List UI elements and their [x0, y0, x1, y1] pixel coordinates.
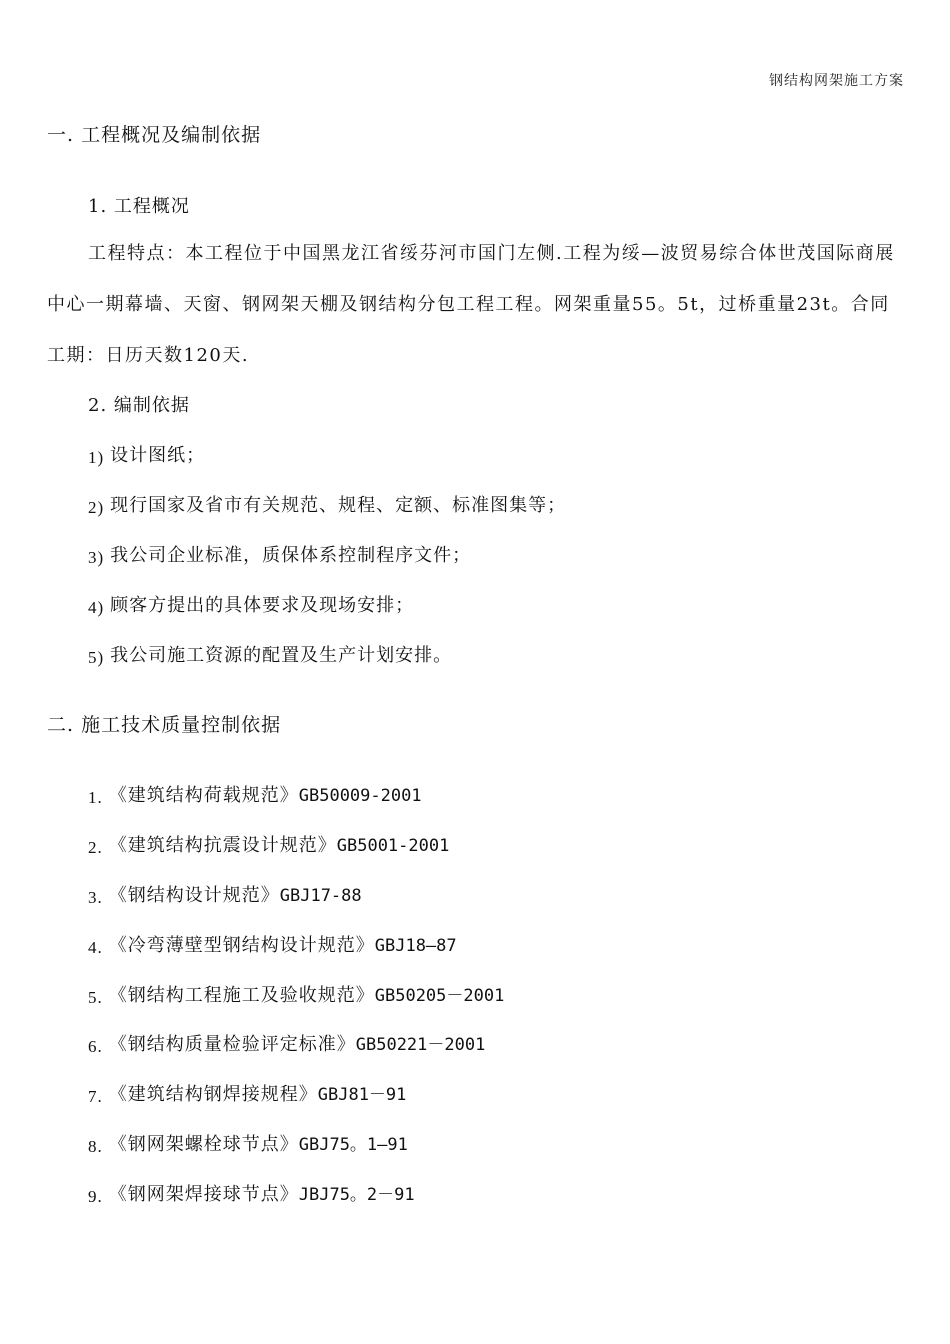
list-item-number: 1.	[88, 788, 103, 807]
list-item-number: 4.	[88, 938, 103, 957]
list-item-text: 顾客方提出的具体要求及现场安排；	[110, 595, 415, 616]
basis-list-item	[88, 541, 471, 567]
list-item-text: 我公司施工资源的配置及生产计划安排。	[110, 645, 453, 666]
document-header-title: 钢结构网架施工方案	[769, 73, 904, 89]
list-item-text: 现行国家及省市有关规范、规程、定额、标准图集等；	[110, 495, 567, 516]
standard-code: GBJ17-88	[279, 886, 362, 906]
basis-list-item	[88, 641, 452, 667]
basis-list-item	[88, 491, 566, 517]
standard-list-item	[88, 931, 457, 957]
standard-list-item	[88, 831, 449, 857]
list-item-number: 7.	[88, 1087, 103, 1106]
list-item-number: 9.	[88, 1187, 103, 1206]
standard-list-item	[88, 1180, 415, 1206]
standard-list-item	[88, 1130, 408, 1156]
basis-list-item	[88, 591, 414, 617]
list-item-number: 5.	[88, 988, 103, 1007]
standard-name: 《钢结构工程施工及验收规范》	[108, 985, 375, 1006]
list-item-number: 1)	[88, 448, 105, 467]
standard-name: 《钢网架焊接球节点》	[108, 1184, 299, 1205]
standard-name: 《钢结构质量检验评定标准》	[108, 1034, 356, 1055]
section-1-title: 一. 工程概况及编制依据	[47, 124, 262, 146]
list-item-number: 3)	[88, 548, 105, 567]
standard-code: GB50205－2001	[374, 986, 505, 1006]
overview-paragraph-text: 工程特点：本工程位于中国黑龙江省绥芬河市国门左侧.工程为绥—波贸易综合体世茂国际商展中心一期幕墙、天窗、钢网架天棚及钢结构分包工程工程。网架重量55。5t，过桥重量23t。合同工期：日历天数120天.	[47, 243, 895, 366]
standard-list-item	[88, 1080, 406, 1106]
standard-list-item	[88, 981, 504, 1007]
standard-code: GB50009-2001	[298, 786, 422, 806]
standard-code: JBJ75。2－91	[298, 1185, 415, 1205]
basis-list-item	[88, 441, 205, 467]
standard-name: 《冷弯薄壁型钢结构设计规范》	[108, 935, 375, 956]
section-2-title: 二. 施工技术质量控制依据	[47, 714, 282, 736]
standard-code: GBJ18—87	[374, 936, 457, 956]
standard-code: GB5001-2001	[336, 836, 450, 856]
overview-paragraph	[47, 228, 905, 381]
list-item-text: 设计图纸；	[110, 445, 206, 466]
standard-name: 《建筑结构抗震设计规范》	[108, 835, 337, 856]
standard-code: GB50221－2001	[355, 1035, 486, 1055]
list-item-number: 8.	[88, 1137, 103, 1156]
list-item-number: 6.	[88, 1037, 103, 1056]
list-item-number: 2)	[88, 498, 105, 517]
list-item-number: 4)	[88, 598, 105, 617]
list-item-number: 2.	[88, 838, 103, 857]
basis-subtitle: 2. 编制依据	[88, 395, 190, 416]
standard-list-item	[88, 881, 362, 907]
standard-list-item	[88, 781, 422, 807]
standard-code: GBJ81－91	[317, 1085, 407, 1105]
standard-name: 《钢结构设计规范》	[108, 885, 280, 906]
list-item-number: 5)	[88, 648, 105, 667]
list-item-number: 3.	[88, 888, 103, 907]
list-item-text: 我公司企业标准，质保体系控制程序文件；	[110, 545, 472, 566]
standard-code: GBJ75。1—91	[298, 1135, 408, 1155]
standard-list-item	[88, 1030, 485, 1056]
standard-name: 《建筑结构荷载规范》	[108, 785, 299, 806]
overview-subtitle: 1. 工程概况	[88, 196, 190, 217]
standard-name: 《钢网架螺栓球节点》	[108, 1134, 299, 1155]
standard-name: 《建筑结构钢焊接规程》	[108, 1084, 318, 1105]
